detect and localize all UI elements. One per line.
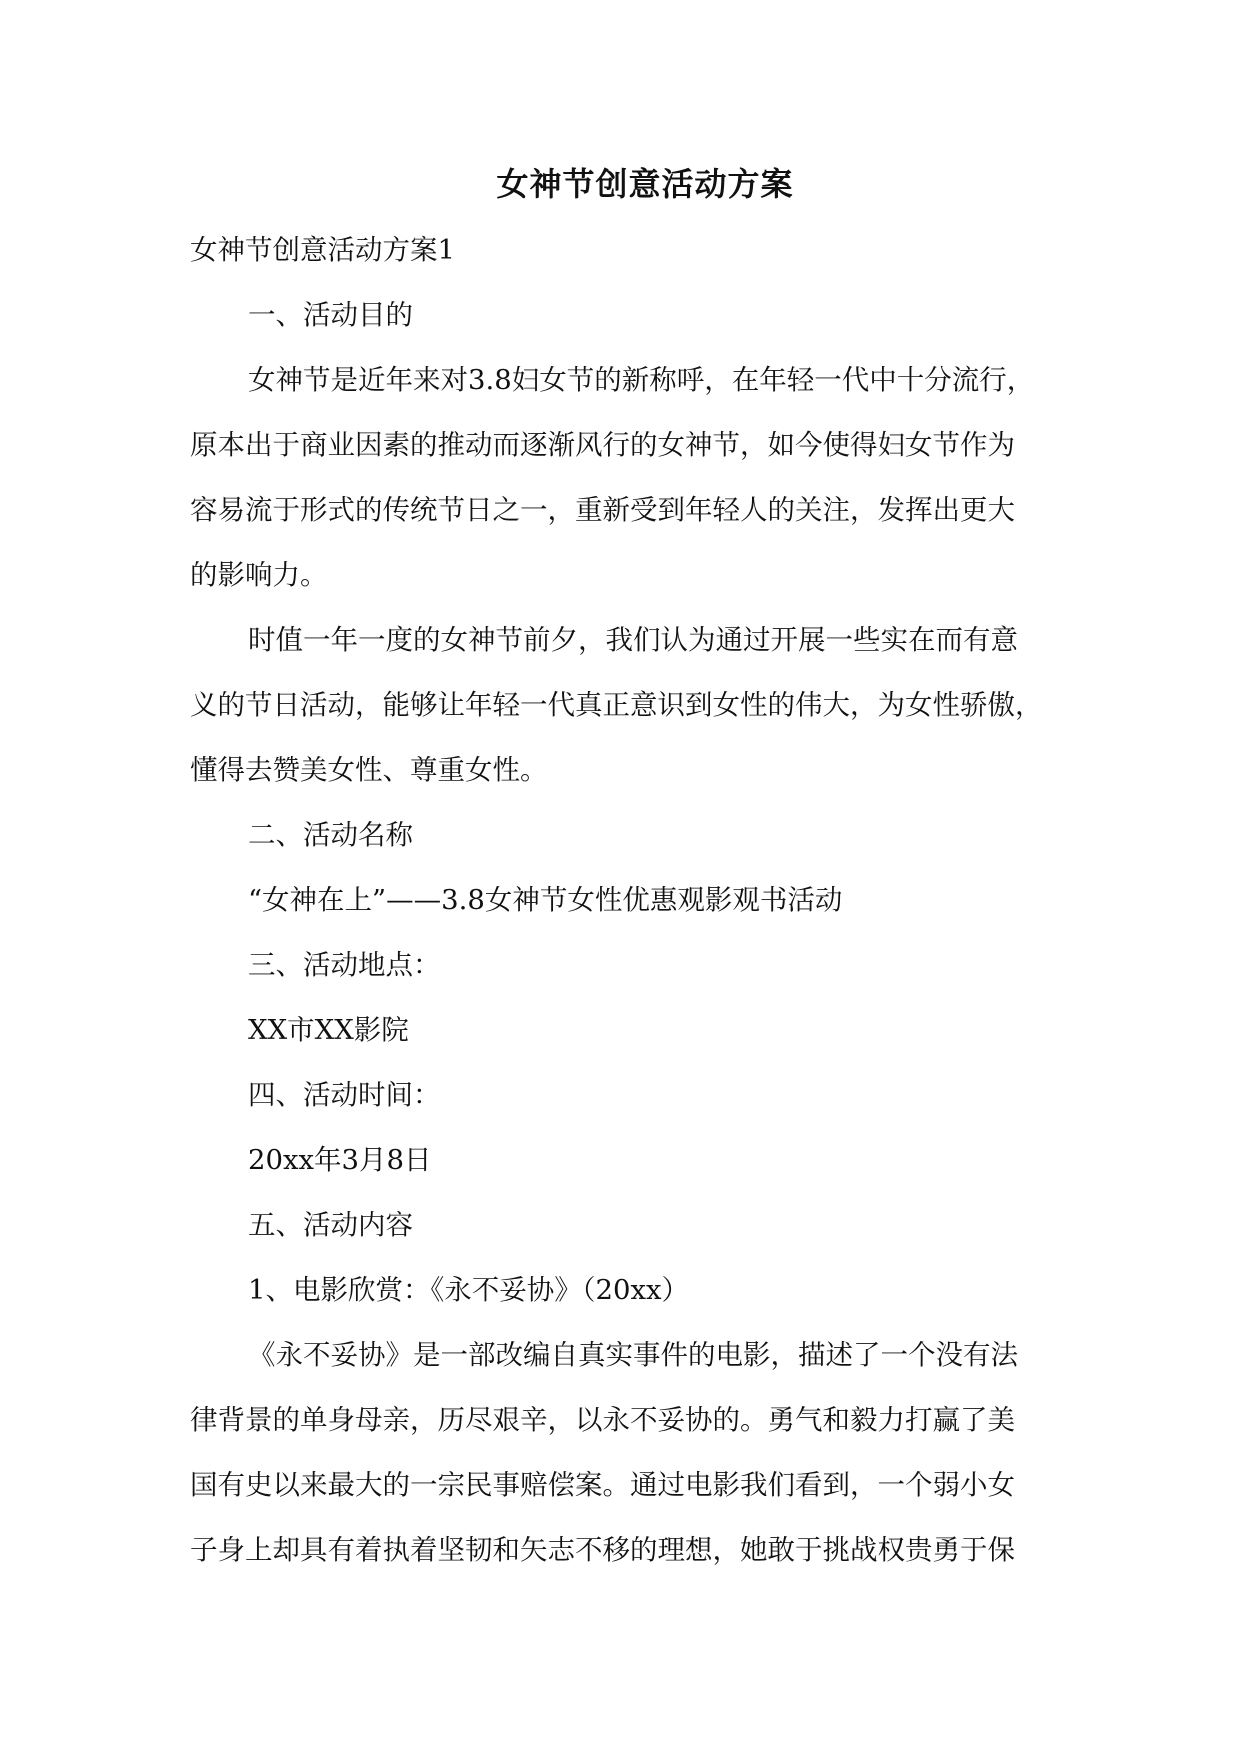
content-item-movie: 1、电影欣赏：《永不妥协》（20xx）	[248, 1274, 690, 1306]
paragraph-line: 律背景的单身母亲，历尽艰辛，以永不妥协的。勇气和毅力打赢了美	[190, 1404, 1015, 1436]
document-body	[190, 150, 1060, 1583]
movie-description-paragraph	[190, 1323, 1060, 1583]
activity-time: 20xx年3月8日	[248, 1144, 432, 1176]
purpose-paragraph-1	[190, 348, 1060, 608]
document-title: 女神节创意活动方案	[496, 165, 794, 203]
purpose-paragraph-2	[190, 608, 1060, 803]
paragraph-line: 懂得去赞美女性、尊重女性。	[190, 754, 548, 786]
paragraph-line: 义的节日活动，能够让年轻一代真正意识到女性的伟大，为女性骄傲，	[190, 689, 1043, 721]
paragraph-line: 子身上却具有着执着坚韧和矢志不移的理想，她敢于挑战权贵勇于保	[190, 1534, 1015, 1566]
paragraph-line: 《永不妥协》是一部改编自真实事件的电影，描述了一个没有法	[248, 1339, 1018, 1371]
paragraph-line: 时值一年一度的女神节前夕，我们认为通过开展一些实在而有意	[248, 624, 1018, 656]
section-heading-time: 四、活动时间：	[248, 1079, 441, 1111]
plan-subtitle: 女神节创意活动方案1	[190, 234, 455, 266]
section-heading-content: 五、活动内容	[248, 1209, 413, 1241]
paragraph-line: 原本出于商业因素的推动而逐渐风行的女神节，如今使得妇女节作为	[190, 429, 1015, 461]
section-heading-place: 三、活动地点：	[248, 949, 441, 981]
activity-name: “女神在上”——3.8女神节女性优惠观影观书活动	[248, 884, 843, 916]
paragraph-line: 国有史以来最大的一宗民事赔偿案。通过电影我们看到，一个弱小女	[190, 1469, 1015, 1501]
paragraph-line: 女神节是近年来对3.8妇女节的新称呼，在年轻一代中十分流行，	[248, 364, 1035, 396]
paragraph-line: 容易流于形式的传统节日之一，重新受到年轻人的关注，发挥出更大	[190, 494, 1015, 526]
paragraph-line: 的影响力。	[190, 559, 328, 591]
section-heading-purpose: 一、活动目的	[248, 299, 413, 331]
activity-place: XX市XX影院	[248, 1014, 409, 1046]
section-heading-name: 二、活动名称	[248, 819, 413, 851]
